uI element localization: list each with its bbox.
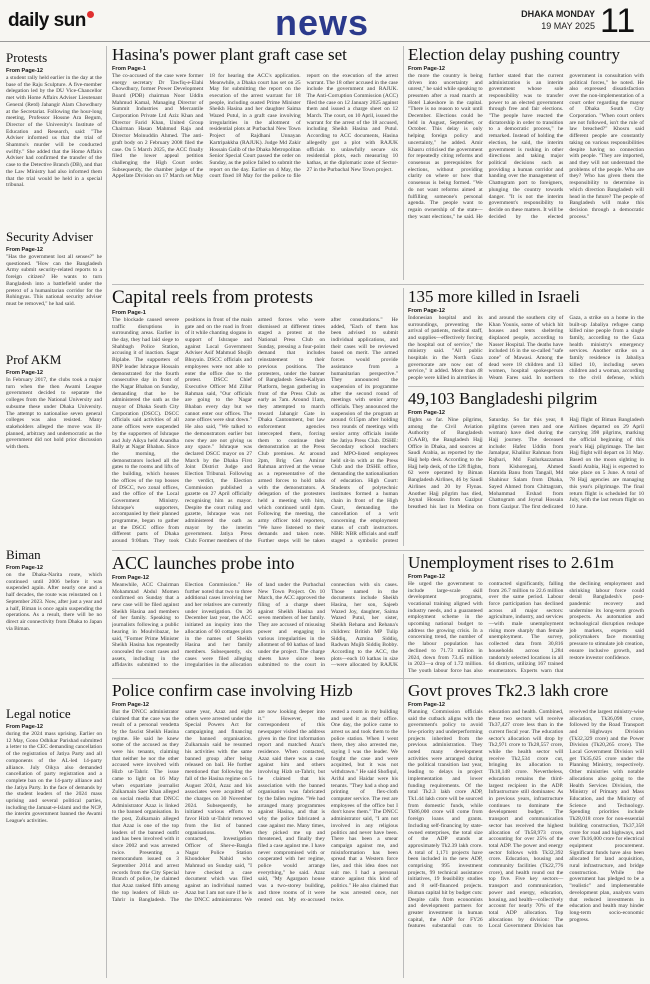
- govt-proves-body: Planning Commission officials said the cutback aligns with the government's policy to avoid low-priority and underperforming projects inherited from the previous administration. They noted many development activities were arranged during the political transition last year, leading to delays in project implementation and lower funding requirements. Of the total Tk2.3 lakh crore ADP, Tk1.44 lakh crore will be sourced from domestic funds, while Tk86,000 crore will come from foreign loans and grants. Including self-financing by state-owned enterprises, the total size of the ADP stands at approximately Tk2.39 lakh crore. A total of 1,171 projects have been included in the new ADP, comprising 995 investment projects, 99 technical assistance initiatives, 19 feasibility studies and 8 self-financed projects. Human capital hit by budget cuts: Despite calls from economists and development partners for greater investment in human capital, the ADP for FY26 features substantial cuts to education and health. Combined, these two sectors will receive Tk37,427 crore less than in the current fiscal year. The education sector's allocation will drop by Tk2,971 crore to Tk28,557 crore, while the health sector will receive Tk2,534 crore cut, bringing its allocation to Tk18,148 crore. Nevertheless, education remains the third-largest recipient in the ADP. Infrastructure still dominates: As in previous years, infrastructure continues to dominate the development budget. The transport and communication sector has received the highest allocation of Tk58,973 crore, accounting for over 25% of the total ADP. The power and energy sector follows with Tk32,392 crore. Education, housing and community facilities (Tk22,776 crore), and health round out the top five. Five key sectors—transport and communication, power and energy, education, housing, and health—collectively account for nearly 70% of the total ADP allocation. Top allocations by division: The Local Government Division has received the largest ministry-wise allocation, Tk36,098 crore, followed by the Road Transport and Highways Division (Tk32,329 crore) and the Power Division (Tk20,265 crore). The Local Government Division will get Tk35,625 crore under the Planning Ministry, respectively. Other ministries with notable allocations also going to the Health Services Division, the Ministry of Primary and Mass Education, and the Ministry of Science and Technology. Spending priorities include Tk28,018 crore for non-essential building construction, Tk37,358 crore for road and highways, and over Tk16,000 crore for electrical equipment procurement. Significant funds have also been allocated for land acquisition, rural infrastructure, and bridge construction. While the government has pledged to be a "realistic" and implementable development plan, analysts warn that reduced investments in education and health may hinder long-term socio-economic progress.: [408, 708, 644, 930]
- article-capital-reels: [112, 288, 398, 546]
- capital-reels-from: From Page-1: [112, 309, 146, 316]
- row-divider: [112, 284, 644, 285]
- section-title: news: [275, 2, 370, 43]
- prof-akm-headline: Prof AKM: [6, 352, 62, 367]
- protests-headline: Protests: [6, 50, 48, 65]
- legal-notice-headline: Legal notice: [6, 706, 71, 721]
- unemployment-headline: Unemployment rises to 2.61m: [408, 554, 614, 572]
- security-adviser-headline: Security Adviser: [6, 229, 94, 244]
- prof-akm-from: From Page-12: [6, 370, 43, 376]
- article-hajj-pilgrims: [408, 390, 644, 546]
- govt-proves-headline: Govt proves Tk2.3 lakh crore: [408, 682, 609, 700]
- hasina-graft-body: The co-accused of the case were former energy secretary Dr Tawfiq-e-Elahi Chowdhury, former Power Development Board (PDB) chairman Noor Uddin Mahmud Kamal, Managing Director of Summit Industries and Mercantile Corporation Private Ltd Aziz Khan and Director Farid Khan, United Group Chairman Hasan Mahmud Raja and Director Moinuddin Ahmed. The anti-graft body on 2 February 2008 filed the case. On 5 March 2025, the ACC finally filed the lower appeal petition challenging the High Court order. Subsequently, the chamber judge of the Appellate Division on 17 March set May 18 for hearing the ACC's application. Meanwhile, a Dhaka court has set on 25 May for submitting the report on the execution of the arrest warrant for 18 people, including ousted Prime Minister Sheikh Hasina and her daughter Saima Wazed Putul, in a graft case involving irregularities in the allotment of residential plots at Purbachal New Town Project of Rajdhani Unnayan Kartripakkha (RAJUK). Judge Md Zakir Hossain Galib of the Dhaka Metropolitan Senior Special Court passed the order on Sunday, as the police failed to submit the report on the day. Earlier on 4 May, the court fixed 18 May for the police to file report on the execution of the arrest warrant. The 18 other accused in the case include the government and RAJUK. The Anti-Corruption Commission (ACC) filed the case on 12 January 2025 against them and issued a charge sheet on 12 March. The court, on 10 April, issued the warrant for the arrest of the 18 accused, including Sheikh Hasina and Putul. According to ACC documents, Hasina allegedly got a plot with RAJUK officials to unlawfully secure six residential plots, each measuring 10 kathas, at the diplomatic zone of Sector-27 in the Purbachal New Town project.: [112, 72, 398, 180]
- unemployment-from: From Page-12: [408, 573, 445, 580]
- dateline: [505, 8, 595, 32]
- protests-body: a student rally held earlier in the day at the base of the Raju Sculpture. A five-member delegation led by the DU Vice-Chancellor met with Home Affairs Adviser Lieutenant General (Retd) Jahangir Alam Chowdhury at the Secretariat. Following the hour-long meeting, Professor Hossne Ara Begum, Director of the University's Institute of Education and Research, said: "The Adviser informed us that the trial of Shammo's murder will be conducted swiftly." She added that the Home Affairs Adviser had confirmed the transfer of the case to the Detective Branch (DB), and that the Law Ministry had also informed them that the trial would be held in a special tribunal.: [6, 75, 102, 189]
- hasina-graft-headline: Hasina's power plant graft case set: [112, 46, 347, 64]
- police-confirm-from: From Page-12: [112, 701, 149, 708]
- hasina-graft-from: From Page-1: [112, 65, 146, 72]
- sidebar-briefs: [6, 46, 102, 978]
- police-confirm-headline: Police confirm case involving Hizb: [112, 682, 353, 700]
- security-adviser-body: "Has the government lost all senses?" he questioned. "How can the Bangladesh Army submit security-related reports to a foreign citizen? He wants to turn Bangladesh into a battlefield under the pretext of a humanitarian corridor for the Rohingyas. This national security adviser must be removed," he had said.: [6, 254, 102, 307]
- unemployment-body: He urged the government to include large-scale skill development programs, vocational training aligned with industry needs, and a guaranteed employment scheme in the upcoming national budget to address the growing crisis. In a concerning trend, the number of the labour population has declined to 71.73 million in 2024, down from 73.45 million in 2023—a drop of 1.72 million. The youth labour force has also contracted significantly, falling from 26.7 million to 22.6 million over the same period. Labour force participation has declined across all major sectors: agriculture, industry, and services—with male unemployment rising more sharply than female unemployment. The survey, collected data from 30,816 households across 1,284 randomly selected locations in all 64 districts, utilizing 167 trained enumerators. Experts warn that the declining employment and shrinking labour force could derail Bangladesh's post-pandemic recovery and undermine its long-term growth prospects. As automation and technological disruption reshape job markets, experts said policymakers face mounting pressure to stimulate job creation, ensure inclusive growth, and restore investor confidence.: [408, 580, 644, 674]
- protests-from: From Page-12: [6, 68, 43, 74]
- dateline-city: DHAKA MONDAY: [521, 9, 595, 19]
- biman-from: From Page-12: [6, 565, 43, 571]
- police-confirm-body: But the DNCC administrator claimed that the case was the result of a personal vendetta by the fascist Sheikh Hasina regime. He said he knew some of the accused as they were his tenants, claiming that neither he nor the other accused were involved with Hizb ut-Tahrir. The issue came to light on 16 May when expatriate journalist Zulkarnain Saer Khan alleged on social media that DNCC Administrator Azaz is linked to the banned organisation. In the post, Zulkarnain alleged that Azaz is one of the top leaders of the banned outfit and has been involved with it since 2002 and was arrested twice. Presenting a memorandum issued on 3 September 2014 and arrest records from the City Special Branch of police, he claimed that Azaz ranked fifth among the top leaders of Hizb ut-Tahrir in Bangladesh. The same year, Azaz and eight others were arrested under the Special Powers Act for campaigning and financing the banned organisation. Zulkarnain said he resumed his activities with the same banned group after being released on bail. He further mentioned that following the fall of the Hasina regime on 5 August 2024, Azaz and his associates were acquitted of the charges on 30 November 2024. Subsequently, he initiated various efforts to favor Hizb ut-Tahrir removed from the list of banned organisations. When contacted, Investigation Officer of Sher-e-Bangla Nagar Police Station Khondoker Nahid who Mahmud on Sunday said, "I have checked a case document which was filed against an individual named Azaz but I am not sure if he is the DNCC administrator. We are now looking deeper into it." However, the correspondent of this newspaper visited the address given in the first information report and matched Azaz's residence. When contacted, Azaz said there was a case against him and others involving Hizb ut-Tahrir, but he claimed that his association with the banned organisation was fabricated by the fallen regime. "We had arranged many programmes against Hasina, and that is why the police fabricated a case against me. Many times, they picked me up and threatened, and finally they filed a case against me. I have never compromised with or cooperated with her regime, police would arrange everything," he said. Azaz said, "My Agargaon house was a two-storey building, and three rooms of it were rented out. My ex-accused rented a room in my building and used it as their office. One day, the police came to arrest us and took them to the police station. When I went there, they also arrested me, saying I was the leader. We fought the case and were acquitted, but it was not withdrawn." He said Shofiqul, Ariful and Haidar were his tenants. "They had a shop and printing of flex-cloth computer service. The rest are employees of the office but I don't know them." The DNCC administrator said, "I am not involved in any religious politics and never have been. There has been a smear campaign against me, and misinformation has been spread that a Western force lies, and this idea does not suit me. I had a personal stance against this kind of politics." He also claimed that he was arrested once, not twice.: [112, 708, 398, 903]
- israel-killed-from: From Page-12: [408, 307, 445, 314]
- election-delay-headline: Election delay pushing country: [408, 46, 620, 64]
- hajj-pilgrims-headline: 49,103 Bangladeshi pilgrim: [408, 390, 598, 408]
- column-divider: [403, 288, 404, 546]
- publication-logo: daily sun: [8, 10, 94, 32]
- row-divider: [112, 550, 644, 551]
- legal-notice-from: From Page-12: [6, 724, 43, 730]
- acc-probe-from: From Page-12: [112, 574, 149, 581]
- biman-headline: Biman: [6, 547, 41, 562]
- article-acc-probe: [112, 554, 398, 674]
- row-divider: [408, 386, 644, 387]
- hajj-pilgrims-from: From Page-12: [408, 409, 445, 416]
- logo-dot-icon: [87, 11, 94, 18]
- article-unemployment: [408, 554, 644, 674]
- hajj-pilgrims-body: flights so far. Nine pilgrims, among the Civil Aviation Authority of Bangladesh (CAAB), the Bangladesh Hajj Office in Dhaka, and sources at Saudi Arabia, as reported by the Hajj help desk. According to the Hajj help desk, of the 128 flights, 62 were operated by Biman Bangladesh Airlines, 46 by Saudi Airlines and 20 by Flynas. Another Hajj pilgrim has died, Joynal Hossain from Gazipur breathed his last in Medina on Saturday. So far this year, 8 pilgrims (seven men and one woman) have died during the Hajj journey. The deceased include: Hafez Uddin from Jamalpur, Khalilur Rahman from Rajbari, Md Fazlurkazzaman from Kishoreganj, Ahmed Hamida Banu from Tangail, Md Shahinur Salam from Dhaka, Sayed Ahmed from Chittagram, Mohammad Ershad from Chattogram and Joynal Hossain from Gazipur. The first dedicated Hajj flight of Biman Bangladesh Airlines departed on 29 April carrying 398 pilgrims, marking the official beginning of this year's Hajj pilgrimage. The last Hajj flight will depart on 31 May. Based on the moon sighting in Saudi Arabia, Hajj is expected to take place on 5 June. A total of 78 Hajj agencies are managing this year's pilgrimage. The final return flight is scheduled for 10 July, with the last return flight on 10 June.: [408, 416, 644, 510]
- acc-probe-headline: ACC launches probe into: [112, 554, 295, 573]
- article-govt-proves: [408, 682, 644, 978]
- row-divider: [112, 678, 644, 679]
- masthead: [0, 0, 650, 42]
- security-adviser-from: From Page-12: [6, 247, 43, 253]
- election-delay-body: the more the country is being driven into uncertainty and unrest," he said while speaking to pressmen after a road march at Hotel Lakeshore in the capital. "There is no reason to wait until December. Elections could be held in August, September, or October. This delay is only helping foreign policy and uncertainty," he added. Amir Khasru criticised the government for repeatedly citing reforms and consensus as prerequisites for elections, without providing clarity on where or how that consensus is being formed. "We do not want reforms aimed at fulfilling someone's personal agenda. The people want to regain ownership of the state—they want elections," he said. He further stated that the current administration is an interim government whose sole responsibility was to transfer power to an elected government through free and fair elections. "The people have reacted the dictatorship in order to transition to a democratic process," he remarked. Instead of holding the election, he said, the interim government is rushing in other directions and taking major political decisions such as providing a human corridor and handing over the management of Chattogram port to foreigners, plunging the country towards danger. "It is not the interim government's responsibility to decide on these matters. It will be decided by the elected government in consultation with political forces," he noted. He also expressed dissatisfaction over the non-implementation of a court order regarding the mayor of Dhaka South City Corporation. "When court orders are not followed, isn't the rule of law breached?" Khosru said different people are constantly taking on various responsibilities despite having no connection with people. "They are imported, and they will not understand the problems of the people. Who are they? Who has given them the responsibility to determine in which direction Bangladesh will head in the future? The people of Bangladesh will make this decision through a democratic process.": [408, 72, 644, 220]
- article-hasina-graft: [112, 46, 398, 280]
- article-police-confirm: [112, 682, 398, 978]
- acc-probe-body: Meanwhile, ACC Chairman Mohammad Abdul Momen confirmed on Sunday that a new case will be filed against Sheikh Hasina and members of her family. Speaking to journalists following a public hearing in Moulvibazar, he said, "Former Prime Minister Sheikh Hasina has repeatedly concealed the court cases and assets, including in the affidavits submitted to the Election Commission." He further noted that two to three additional cases involving her and her relatives are currently under investigation. On 26 December last year, the ACC initiated an inquiry into the allocation of 60 cottages plots in the names of Sheikh Hasina and her family members. Subsequently, six cases were filed alleging irregularities in the allocation of land under the Purbachal New Town Project. On 10 March, the ACC approved the filing of a charge sheet against Sheikh Hasina and seven members of her family. They are accused of misusing power and engaging in various irregularities in the allotment of 60 kathas of land under the project. The charge sheets have since been submitted to the court in connection with six cases. Those named in the documents include Sheikh Hasina, her son, Sajeeb Wazed Joy, daughter, Saima Wazed Putul, her sister, Sheikh Rehana and Rehana's children: British MP Tulip Siddiq, Azmina Siddiq, Radwan Mujib Siddiq Bobby. According to the ACC, the plots—each 10 kathas in size—were allocated by RAJUK: [112, 581, 398, 669]
- dateline-date: 19 MAY 2025: [541, 21, 595, 31]
- sidebar-divider: [106, 46, 107, 978]
- column-divider: [403, 554, 404, 978]
- column-divider: [403, 46, 404, 280]
- election-delay-from: From Page-12: [408, 65, 445, 72]
- capital-reels-body: The blockade caused severe traffic disruptions in surrounding areas. Earlier in the day, they had laid siege to Shahbagh Police Station, accusing it of inaction. Sagar Biplabe. The supporters of BNP leader Ishraque Hossain demonstrated for the fourth consecutive day in front of the Nagar Bhaban on Sunday, demanding that he be administered the oath as the mayor of Dhaka South City Corporation (DSCC). DSCC officials said activities of all zone offices were suspended by the supporters of Ishraque and July Aikya held Anandha Rally at Nagar Bhaban. Since the morning, the demonstrators locked all the gates to the rooms and lifts of the building, which houses the offices of the top bosses of DSCC, two zonal offices, and the office of the Local Government Ministry. Ishraque's supporters, accompanied by their planned programme, began to gather at the DSCC office from different parts of Dhaka around 9:00am. They took positions in front of the main gate and on the road in front of it while chanting slogans in support of Ishraque and against Local Government Adviser Asif Mahmud Shojib Bhuyain. DSCC officials and employees were not able to enter the office due to the protest. DSCC Chief Executive Officer Md Zillur Rahman said, "Our officials are going to the Nagar Bhaban every day but we cannot enter our offices. The zone offices were shut down." He also said, "We talked to the demonstrators earlier but now they are not giving us any space." Ishraque was declared DSCC mayor on 27 March by the Dhaka First Joint District Judge and Election Tribunal. Following the verdict, the Election Commission published a gazette on 27 April officially recognising him as mayor. Despite the court ruling and gazette, Ishraque was not administered the oath as mayor by the interim government. Jatiya Press Club: Former members of the armed forces who were dismissed at different times staged a protest at the National Press Club on Sunday, pressing a four-point demand that includes reinstatement to their previous positions. The protesters, under the banner of Bangladesh Sena-Kallyan Platform, began gathering in front of the Press Club as early as 7am. Around 11am, they attempted to march toward Jahangir Gate in Dhaka Cantonment, but law enforcement agencies intercepted them, forcing them to continue their demonstration at the Press Club premises. At around 2pm, Brig Gen Amirur Rahman arrived at the venue as a representative of the armed forces to hold talks with the demonstrators. A delegation of the protesters held a meeting with him, which continued until 4pm. Following the meeting, the army officer told reporters, "We have listened to their demands and taken note. Further steps will be taken after consultations." He added, "Each of them has been advised to submit individual applications, and their cases will be reviewed based on merit. The armed forces would provide assistance from a humanitarian perspective." They announced the suspension of its programme after the second round of meetings with senior army officials. They announced the suspension of the program at around 6:15pm after holding two rounds of meetings with senior army officials inside the Jatiya Press Club. DSHE: Secondary school teachers and MPO-listed employees held sit-in with at the Press Club and the DSHE office, demanding the nationalisation of education. High Court: Students of polytechnic institutes formed a human chain in front of the High Court, demanding the cancellation of a writ concerning the employment status of craft instructors. NBR: NBR officials and staff staged a symbolic protest: [112, 316, 398, 545]
- capital-reels-headline: Capital reels from protests: [112, 288, 314, 308]
- prof-akm-body: In February 2017, the clubs took a major turn when the then Awami League government decided to separate the colleges from the National University and subsume these under Dhaka University. The attempt to nationalise seven general colleges was also resisted. Many stakeholders alleged the move was ill-planned, arbitrary and undemocratic as the government did not hold prior discussion with them.: [6, 377, 102, 451]
- israel-killed-body: Indonesian hospital and its surroundings, preventing the arrival of patients, medical staff, and supplies—effectively forcing the hospital out of service," the ministry said. "All public hospitals in the North Gaza governorate are now out of service," it added. More than 48 people were killed in airstrikes in and around the southern city of Khan Younis, some of which hit houses and tents sheltering displaced people, according to Nasser Hospital. The deaths have included 16 in the so-called "safe zone" of Mawasi. Among the dead were 18 children and 13 women, hospital spokesperson Weam Fares said. In northern Gaza, a strike on a home in the built-up Jabaliya refugee camp killed nine people from a single family, according to the Gaza health ministry's emergency services. Another strike on a family residence in Jabaliya killed 10, including seven children and a woman, according to the civil defense, which: [408, 314, 644, 382]
- govt-proves-from: From Page-12: [408, 701, 445, 708]
- biman-body: on the Dhaka-Narita route, which continued until 2006 before it was suspended again. After nearly one and a half decades, the route was reinstated on 1 September 2023. Now, after just a year and a half, Biman is once again suspending the operations. As a result, there will be no direct air connectivity from Dhaka to Japan via Biman.: [6, 572, 102, 632]
- article-election-delay: [408, 46, 644, 280]
- legal-notice-body: during the 2024 mass uprising. Earlier on 12 May, Gono Odhikar Parishad submitted a letter to the CEC demanding cancellation of the registration of Jatiya Party and all components of the AL-led 14-party alliance. July Oikya also demanded cancellation of party registration and a complete ban on the 14-party alliance and the Jatiya Party. In the face of demands by the student leaders of the 2024 mass uprising and several political parties, including the Jamaat-e-Islami and the NCP, the interim government banned the Awami League's activities.: [6, 731, 102, 825]
- article-israel-killed: [408, 288, 644, 384]
- page-number: 11: [600, 2, 636, 40]
- israel-killed-headline: 135 more killed in Israeli: [408, 288, 580, 306]
